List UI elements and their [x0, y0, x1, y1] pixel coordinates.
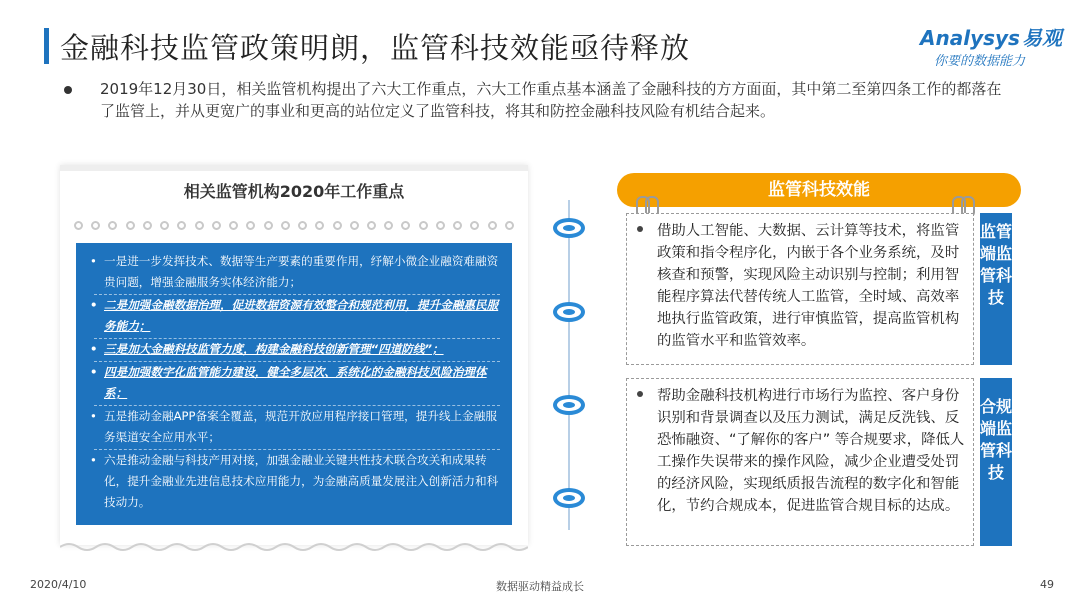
work-focus-heading: 相关监管机构2020年工作重点	[183, 182, 405, 201]
work-focus-list-box	[76, 243, 512, 525]
efficacy-heading: 监管科技效能	[617, 173, 1021, 207]
notebook-holes	[74, 221, 514, 233]
intro-bullet-icon	[64, 86, 72, 94]
work-focus-card	[60, 165, 528, 545]
page-title: 金融科技监管政策明朗，监管科技效能亟待释放	[60, 31, 691, 65]
connector-line	[568, 200, 574, 530]
page-number: 49	[1040, 578, 1054, 591]
logo-slogan: 你要的数据能力	[934, 54, 1026, 69]
regulator-regtech-text: 借助人工智能、大数据、云计算等技术，将监管政策和指令程序化，内嵌于各个业务系统，及时核查和预警，实现风险主动识别与控制；利用智能程序算法代替传统人工监管，全时域、高效率地执行监管政策，进行审慎监管，提高监管机构的监管水平和监管效率。	[657, 223, 960, 349]
bullet-icon	[637, 391, 643, 397]
compliance-regtech-box	[626, 378, 974, 546]
intro-paragraph: 2019年12月30日，相关监管机构提出了六大工作重点，六大工作重点基本涵盖了金融科技的方方面面，其中第二至第四条工作的都落在了监管上，并从更宽广的事业和更高的站位定义了监管科技，将其和防控金融科技风险有机结合起来。	[100, 80, 1002, 120]
list-item: • 五是推动金融APP备案全覆盖，规范开放应用程序接口管理，提升线上金融服务渠道安全应用水平；	[94, 405, 500, 449]
list-item: • 三是加大金融科技监管力度，构建金融科技创新管理“四道防线”；	[94, 338, 500, 361]
list-item: • 二是加强金融数据治理，促进数据资源有效整合和规范利用，提升金融惠民服务能力；	[94, 294, 500, 338]
list-item: • 六是推动金融与科技产用对接，加强金融业关键共性技术联合攻关和成果转化，提升金融业先进信息技术应用能力，为金融高质量发展注入创新活力和科技动力。	[94, 449, 500, 514]
logo-brand-en: Analysys	[920, 26, 1020, 50]
list-item: • 四是加强数字化监管能力建设，健全多层次、系统化的金融科技风险治理体系；	[94, 361, 500, 405]
link-ring-icon	[553, 302, 585, 322]
link-ring-icon	[553, 395, 585, 415]
regulator-regtech-tag: 监管端监管科技	[980, 213, 1012, 365]
list-item: • 一是进一步发挥技术、数据等生产要素的重要作用，纾解小微企业融资难融资贵问题，增强金融服务实体经济能力；	[94, 251, 500, 294]
footer-slogan: 数据驱动精益成长	[496, 580, 584, 593]
regulator-regtech-box	[626, 213, 974, 365]
torn-edge-decoration	[60, 541, 528, 553]
brand-logo	[920, 22, 1070, 68]
link-ring-icon	[553, 218, 585, 238]
compliance-regtech-text: 帮助金融科技机构进行市场行为监控、客户身份识别和背景调查以及压力测试，满足反洗钱、反恐怖融资、“了解你的客户” 等合规要求，降低人工操作失误带来的操作风险，减少企业遭受处罚的经济风险，实现纸质报告流程的数字化和智能化，节约合规成本，促进监管合规目标的达成。	[657, 388, 965, 514]
link-ring-icon	[553, 488, 585, 508]
work-focus-list	[94, 251, 500, 514]
bullet-icon	[637, 226, 643, 232]
title-accent-bar	[44, 28, 49, 64]
logo-brand-cn: 易观	[1021, 26, 1062, 50]
logo-wordmark	[920, 22, 1062, 51]
footer-date: 2020/4/10	[30, 578, 87, 591]
compliance-regtech-tag: 合规端监管科技	[980, 378, 1012, 546]
